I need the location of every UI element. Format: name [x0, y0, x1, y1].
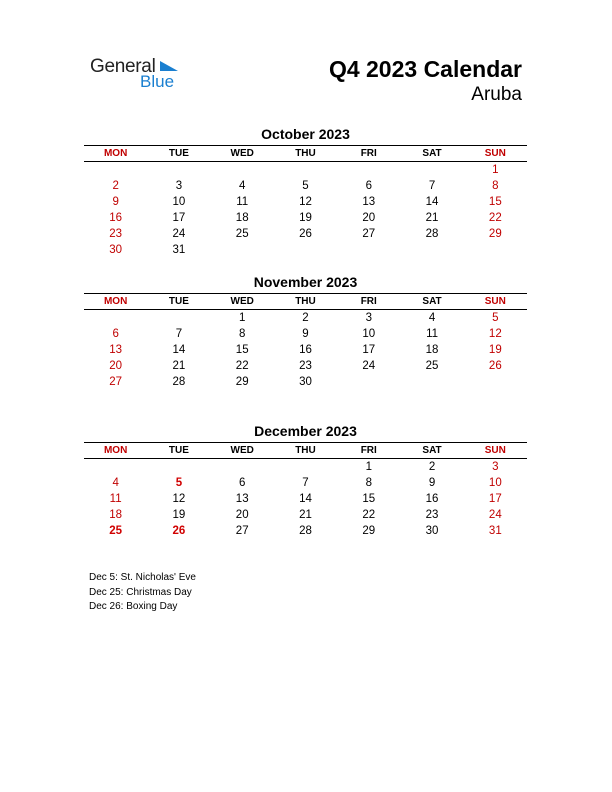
- week-row: [84, 242, 527, 258]
- day-cell: 29: [235, 376, 249, 388]
- weekday-wed: WED: [230, 148, 254, 159]
- weekday-fri: FRI: [360, 445, 377, 456]
- day-cell: 16: [299, 344, 312, 356]
- empty-cell: [400, 162, 463, 178]
- day-cell: 27: [109, 376, 123, 388]
- day-cell: 8: [365, 477, 372, 489]
- holiday-note: Dec 5: St. Nicholas' Eve: [89, 572, 196, 583]
- week-row: [84, 342, 527, 358]
- day-cell: 30: [299, 376, 312, 388]
- day-cell: 2: [428, 461, 436, 473]
- day-cell: 4: [112, 477, 119, 489]
- day-cell: 16: [425, 493, 439, 505]
- weekday-mon: MON: [103, 148, 128, 159]
- day-cell: 18: [109, 509, 123, 521]
- day-cell: 12: [172, 493, 186, 505]
- week-row: [84, 226, 527, 242]
- day-cell: 10: [172, 196, 186, 208]
- weekday-thu: THU: [295, 296, 316, 307]
- day-cell: 15: [362, 493, 376, 505]
- day-cell: 23: [299, 360, 312, 372]
- day-cell: 28: [172, 376, 186, 388]
- day-cell: 30: [425, 525, 439, 537]
- empty-cell: [274, 459, 337, 475]
- day-cell: 27: [362, 228, 376, 240]
- day-cell: 13: [109, 344, 123, 356]
- day-grid: [84, 310, 527, 390]
- day-cell: 4: [239, 180, 246, 192]
- week-row: [84, 374, 527, 390]
- empty-cell: [337, 242, 400, 258]
- day-cell: 21: [299, 509, 312, 521]
- weekday-sat: SAT: [422, 148, 442, 159]
- day-cell: 18: [425, 344, 439, 356]
- weekday-thu: THU: [295, 445, 316, 456]
- day-cell: 10: [488, 477, 502, 489]
- day-cell: 17: [488, 493, 502, 505]
- day-cell: 11: [426, 328, 439, 340]
- day-cell: 26: [488, 360, 502, 372]
- day-cell: 26: [299, 228, 312, 240]
- weekday-sun: SUN: [484, 445, 506, 456]
- empty-cell: [400, 242, 463, 258]
- day-cell: 19: [299, 212, 312, 224]
- page-title: Q4 2023 Calendar: [328, 56, 522, 82]
- day-cell: 19: [172, 509, 186, 521]
- month-title: October 2023: [261, 126, 350, 142]
- empty-cell: [464, 242, 527, 258]
- day-cell: 14: [299, 493, 312, 505]
- day-cell: 6: [365, 180, 372, 192]
- week-row: [84, 523, 527, 539]
- day-cell: 7: [175, 328, 183, 340]
- week-row: [84, 178, 527, 194]
- day-cell: 18: [235, 212, 249, 224]
- month-december: [84, 422, 527, 539]
- day-cell: 20: [109, 360, 123, 372]
- weekday-sat: SAT: [422, 296, 442, 307]
- logo-blue-text: Blue: [140, 72, 175, 91]
- week-row: [84, 507, 527, 523]
- weekday-wed: WED: [230, 445, 254, 456]
- day-cell: 1: [365, 461, 372, 473]
- empty-cell: [337, 374, 400, 390]
- day-cell: 9: [112, 196, 119, 208]
- day-cell: 13: [235, 493, 249, 505]
- day-cell: 11: [236, 196, 249, 208]
- day-cell: 20: [362, 212, 376, 224]
- weekday-mon: MON: [103, 445, 128, 456]
- day-cell: 15: [235, 344, 249, 356]
- empty-cell: [84, 310, 147, 326]
- day-cell: 6: [112, 328, 119, 340]
- week-row: [84, 459, 527, 475]
- weekday-mon: MON: [103, 296, 128, 307]
- week-row: [84, 326, 527, 342]
- day-cell: 14: [172, 344, 186, 356]
- day-cell: 29: [488, 228, 502, 240]
- day-cell: 23: [425, 509, 439, 521]
- day-cell: 22: [362, 509, 376, 521]
- day-cell: 25: [235, 228, 249, 240]
- month-november: [84, 273, 527, 390]
- page-subtitle: Aruba: [471, 84, 522, 105]
- day-grid: [84, 162, 527, 258]
- day-cell: 30: [109, 244, 123, 256]
- day-cell: 24: [362, 360, 376, 372]
- week-row: [84, 491, 527, 507]
- logo-general-text: General: [90, 56, 156, 77]
- empty-cell: [211, 459, 274, 475]
- day-cell: 5: [175, 477, 183, 489]
- day-cell: 25: [425, 360, 439, 372]
- weekday-tue: TUE: [168, 148, 189, 159]
- day-cell: 17: [172, 212, 186, 224]
- day-cell: 26: [172, 525, 186, 537]
- weekday-header: [84, 443, 527, 458]
- empty-cell: [274, 162, 337, 178]
- day-cell: 1: [492, 164, 499, 176]
- month-title: December 2023: [254, 423, 357, 439]
- day-cell: 16: [109, 212, 123, 224]
- empty-cell: [84, 459, 147, 475]
- weekday-thu: THU: [295, 148, 316, 159]
- day-cell: 27: [235, 525, 249, 537]
- day-cell: 10: [362, 328, 376, 340]
- day-cell: 31: [172, 244, 186, 256]
- day-cell: 3: [492, 461, 499, 473]
- day-cell: 9: [302, 328, 309, 340]
- empty-cell: [147, 459, 210, 475]
- day-cell: 2: [112, 180, 119, 192]
- day-cell: 4: [428, 312, 436, 324]
- weekday-fri: FRI: [360, 296, 377, 307]
- weekday-tue: TUE: [168, 296, 189, 307]
- day-grid: [84, 459, 527, 539]
- weekday-sun: SUN: [484, 148, 506, 159]
- empty-cell: [211, 242, 274, 258]
- generalblue-logo: [90, 56, 190, 92]
- empty-cell: [464, 374, 527, 390]
- weekday-header: [84, 146, 527, 161]
- empty-cell: [274, 242, 337, 258]
- week-row: [84, 358, 527, 374]
- empty-cell: [337, 162, 400, 178]
- month-title: November 2023: [253, 274, 358, 290]
- weekday-sun: SUN: [484, 296, 506, 307]
- day-cell: 5: [302, 180, 309, 192]
- day-cell: 25: [109, 525, 123, 537]
- day-cell: 5: [492, 312, 499, 324]
- day-cell: 31: [488, 525, 502, 537]
- day-cell: 28: [425, 228, 439, 240]
- day-cell: 6: [239, 477, 246, 489]
- day-cell: 1: [239, 312, 246, 324]
- weekday-wed: WED: [230, 296, 254, 307]
- empty-cell: [400, 374, 463, 390]
- empty-cell: [211, 162, 274, 178]
- week-row: [84, 310, 527, 326]
- day-cell: 8: [492, 180, 499, 192]
- weekday-header: [84, 294, 527, 309]
- weekday-sat: SAT: [422, 445, 442, 456]
- empty-cell: [84, 162, 147, 178]
- day-cell: 21: [425, 212, 439, 224]
- day-cell: 2: [302, 312, 309, 324]
- day-cell: 19: [488, 344, 502, 356]
- week-row: [84, 475, 527, 491]
- week-row: [84, 162, 527, 178]
- day-cell: 24: [488, 509, 502, 521]
- weekday-tue: TUE: [168, 445, 189, 456]
- day-cell: 12: [299, 196, 312, 208]
- weekday-fri: FRI: [360, 148, 377, 159]
- day-cell: 3: [175, 180, 183, 192]
- day-cell: 22: [488, 212, 502, 224]
- week-row: [84, 210, 527, 226]
- day-cell: 17: [362, 344, 376, 356]
- day-cell: 21: [172, 360, 186, 372]
- day-cell: 13: [362, 196, 376, 208]
- day-cell: 8: [239, 328, 246, 340]
- day-cell: 15: [488, 196, 502, 208]
- day-cell: 22: [235, 360, 249, 372]
- holiday-note: Dec 25: Christmas Day: [89, 586, 192, 598]
- holiday-notes: [89, 571, 196, 615]
- month-october: [84, 125, 527, 258]
- day-cell: 14: [425, 196, 439, 208]
- day-cell: 9: [428, 477, 436, 489]
- day-cell: 7: [302, 477, 309, 489]
- day-cell: 23: [109, 228, 123, 240]
- holiday-note: Dec 26: Boxing Day: [89, 601, 178, 612]
- empty-cell: [147, 310, 210, 326]
- day-cell: 24: [172, 228, 186, 240]
- day-cell: 11: [109, 493, 122, 505]
- week-row: [84, 194, 527, 210]
- day-cell: 20: [235, 509, 249, 521]
- day-cell: 29: [362, 525, 376, 537]
- day-cell: 28: [299, 525, 312, 537]
- day-cell: 12: [488, 328, 502, 340]
- empty-cell: [147, 162, 210, 178]
- day-cell: 7: [428, 180, 436, 192]
- day-cell: 3: [365, 312, 372, 324]
